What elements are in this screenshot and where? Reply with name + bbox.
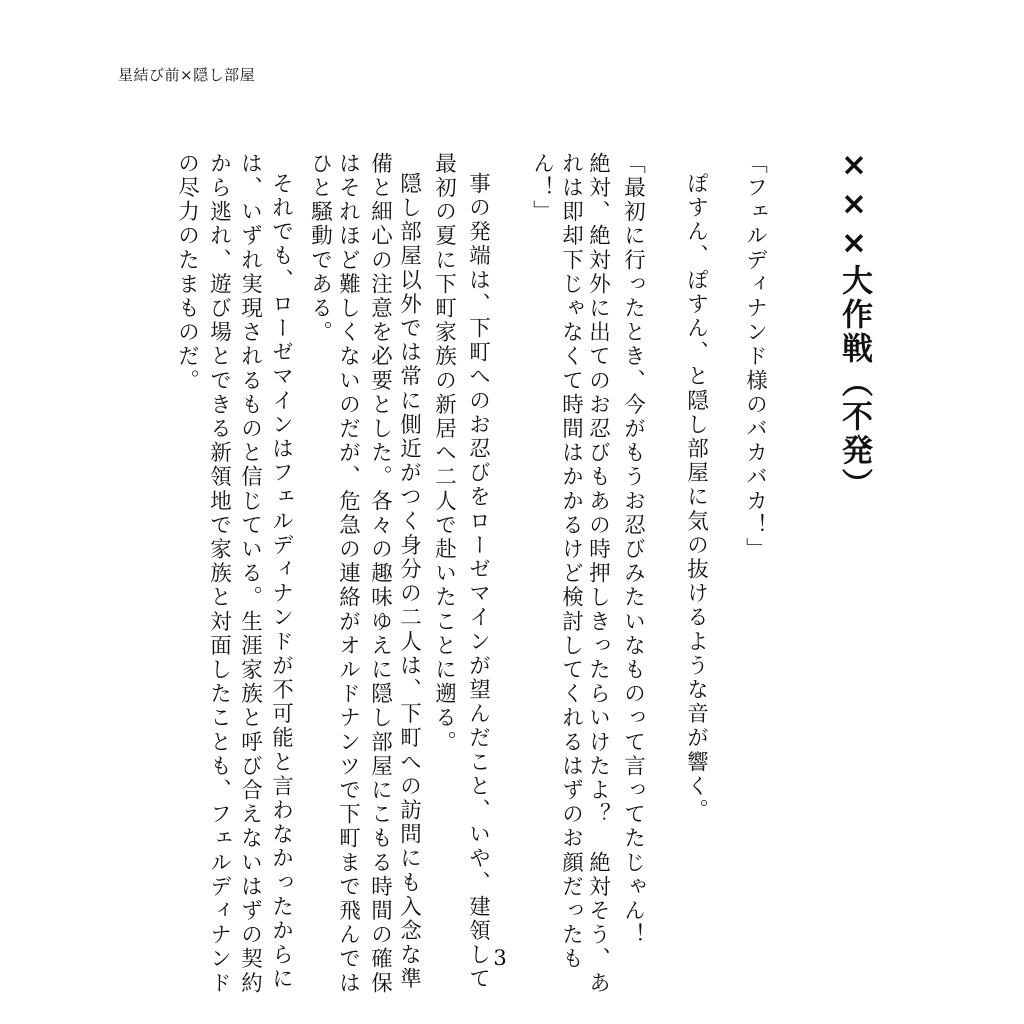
text-line-5: れは即却下じゃなくて時間はかかるけど検討してくれるはずのお顔だったも — [558, 152, 584, 972]
running-header: 星結び前×隠し部屋 — [118, 66, 256, 84]
text-line-12: ひと騒動である。 — [307, 152, 333, 345]
text-line-7: 事の発端は、下町へのお忍びをローゼマインが望んだこと、いや、建領して — [465, 172, 491, 992]
text-line-13: それでも、ローゼマインはフェルディナンドが不可能と言わなかったからに — [268, 172, 294, 992]
text-line-10: 備と細心の注意を必要とした。各々の趣味ゆえに隠し部屋にこもる時間の確保 — [367, 152, 393, 996]
text-line-6: ん！」 — [529, 152, 555, 225]
text-line-8: 最初の夏に下町家族の新居へ二人で赴いたことに遡る。 — [431, 152, 457, 755]
text-line-4: 絶対、絶対外に出てのお忍びもあの時押しきったらいけたよ？ 絶対そう、あ — [585, 152, 611, 996]
page-number: 3 — [493, 946, 507, 970]
text-line-1: ぽすん、ぽすん、と隠し部屋に気の抜けるような音が響く。 — [683, 172, 709, 823]
text-line-16: の尽力のたまものだ。 — [174, 152, 200, 393]
text-line-2: 「フェルディナンド様のバカバカ！」 — [742, 152, 768, 562]
chapter-title: ×××大作戦（不発） — [836, 147, 872, 502]
text-line-14: は、いずれ実現されるものと信じている。生涯家族と呼び合えないはずの契約 — [237, 152, 263, 996]
text-line-9: 隠し部屋以外では常に側近がつく身分の二人は、下町への訪問にも入念な準 — [396, 172, 422, 992]
text-line-3: 「最初に行ったとき、今がもうお忍びみたいなものって言ってたじゃん！ — [620, 152, 646, 948]
text-line-15: から逃れ、遊び場とできる新領地で家族と対面したことも、フェルディナンド — [206, 152, 232, 996]
text-line-11: はそれほど難しくないのだが、危急の連絡がオルドナンツで下町まで飛んでは — [335, 152, 361, 996]
